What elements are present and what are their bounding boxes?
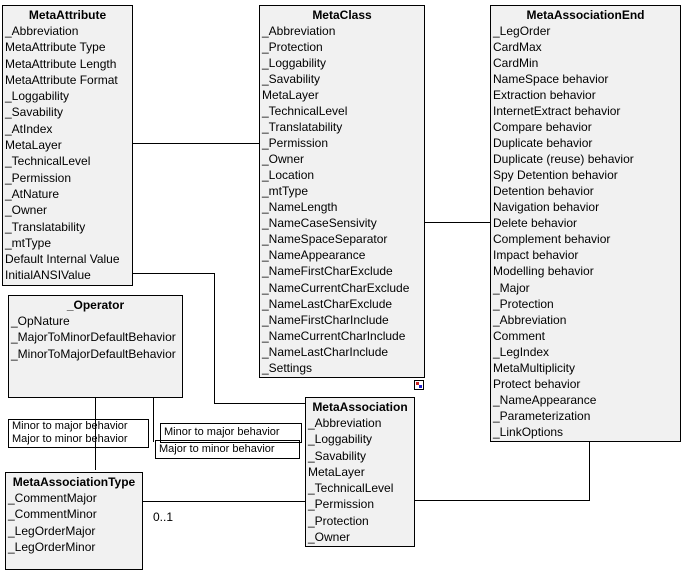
class-attribute: _NameLength <box>262 200 338 215</box>
class-attribute: _Location <box>262 168 315 183</box>
class-attribute: _Protection <box>262 40 323 55</box>
metaassociationend-metaassociation-line-v[interactable] <box>589 442 590 501</box>
class-title: MetaClass <box>312 8 372 22</box>
class-attribute: Spy Detention behavior <box>493 168 618 183</box>
class-attribute: Navigation behavior <box>493 200 600 215</box>
class-attribute: _Abbreviation <box>493 312 567 327</box>
class-attribute: _NameCurrentCharExclude <box>262 280 410 295</box>
class-attribute: Duplicate (reuse) behavior <box>493 152 634 167</box>
class-box-meta-association-type[interactable] <box>5 472 143 570</box>
class-box-meta-attribute[interactable] <box>2 5 133 286</box>
class-attribute: _Abbreviation <box>5 24 79 38</box>
metaclass-metaassociationend-line[interactable] <box>425 222 490 223</box>
class-attribute: MetaLayer <box>5 138 62 153</box>
class-attribute: _Owner <box>5 203 48 218</box>
class-attribute: MetaLayer <box>262 88 319 103</box>
metaassociationtype-metaassociation-line[interactable] <box>143 501 305 502</box>
class-attribute: Compare behavior <box>493 120 592 135</box>
class-attribute: _TechnicalLevel <box>262 104 348 119</box>
class-title: _Operator <box>66 298 125 312</box>
class-attribute: Modelling behavior <box>493 264 594 279</box>
class-attribute: _OpNature <box>11 314 70 328</box>
class-attribute: MetaAttribute Length <box>5 56 117 71</box>
class-attribute: _NameFirstCharExclude <box>262 264 393 279</box>
class-attribute: _Major <box>493 280 530 295</box>
class-attribute: _MinorToMajorDefaultBehavior <box>11 346 176 361</box>
class-attribute: _Abbreviation <box>262 24 336 38</box>
class-attribute: _NameAppearance <box>493 392 597 407</box>
class-attribute: Duplicate behavior <box>493 136 593 151</box>
role-label-text: Major to minor behavior <box>12 433 128 445</box>
metaattribute-metaassociation-line-h1[interactable] <box>133 273 215 274</box>
class-attribute: _Loggability <box>5 89 70 104</box>
class-attribute: _TechnicalLevel <box>5 154 91 169</box>
class-attribute: CardMin <box>493 56 539 71</box>
class-attribute: MetaAttribute Type <box>5 40 106 55</box>
role-label-box-right-bottom[interactable] <box>155 440 300 459</box>
class-attribute: _NameSpaceSeparator <box>262 232 388 247</box>
class-attribute: _Loggability <box>262 56 327 71</box>
class-attribute: NameSpace behavior <box>493 72 609 87</box>
role-label-text: Major to minor behavior <box>159 443 275 455</box>
class-attribute: _mtType <box>262 184 309 199</box>
class-attribute: _Translatability <box>262 120 343 135</box>
class-attribute: _Owner <box>262 152 305 167</box>
role-label-text: Minor to major behavior <box>12 420 128 432</box>
class-attribute: _LegIndex <box>493 344 550 359</box>
class-attribute: _NameCurrentCharInclude <box>262 328 406 343</box>
class-attribute: _CommentMajor <box>8 491 97 505</box>
class-title: MetaAssociationEnd <box>526 8 645 22</box>
class-attribute: _NameCaseSensivity <box>262 216 377 231</box>
class-attribute: _Savability <box>5 105 64 120</box>
class-attribute: _TechnicalLevel <box>308 481 394 495</box>
class-attribute: _MajorToMinorDefaultBehavior <box>11 330 176 345</box>
class-attribute: InitialANSIValue <box>5 268 91 283</box>
class-attribute: _mtType <box>5 235 52 250</box>
class-attribute: _Permission <box>262 136 329 151</box>
class-attribute: _NameFirstCharInclude <box>262 312 389 327</box>
class-attribute: _Abbreviation <box>308 416 382 430</box>
class-attribute: _Savability <box>308 448 367 463</box>
class-attribute: Extraction behavior <box>493 88 596 103</box>
operator-rolebox-line[interactable] <box>153 398 154 442</box>
class-attribute: _CommentMinor <box>8 507 97 522</box>
class-title: MetaAssociationType <box>12 475 136 489</box>
class-box-operator[interactable] <box>8 295 183 398</box>
class-attribute: _LegOrderMajor <box>8 523 96 538</box>
metaattribute-metaclass-line[interactable] <box>133 143 259 144</box>
class-attribute: _Settings <box>262 360 313 375</box>
class-title: MetaAssociation <box>312 400 408 414</box>
class-attribute: _Permission <box>308 497 375 512</box>
class-attribute: MetaAttribute Format <box>5 72 118 87</box>
metaattribute-metaassociation-line-v[interactable] <box>214 273 215 404</box>
role-label-box-left-pair[interactable] <box>8 419 149 448</box>
class-attribute: MetaLayer <box>308 464 365 479</box>
class-box-meta-association-end[interactable] <box>490 5 681 442</box>
class-attribute: _AtIndex <box>5 121 53 136</box>
class-attribute: _NameAppearance <box>262 248 366 263</box>
class-attribute: _Protection <box>493 296 554 311</box>
class-box-meta-association[interactable] <box>305 397 415 547</box>
class-attribute: CardMax <box>493 40 542 55</box>
picture-marker-icon[interactable] <box>414 380 424 390</box>
class-attribute: Protect behavior <box>493 376 581 391</box>
class-attribute: _LegOrder <box>493 24 551 38</box>
class-attribute: Impact behavior <box>493 248 579 263</box>
class-box-meta-class[interactable] <box>259 5 425 378</box>
class-attribute: _Loggability <box>308 432 373 447</box>
class-attribute: Default Internal Value <box>5 252 120 267</box>
class-attribute: _LegOrderMinor <box>8 539 96 554</box>
class-attribute: Comment <box>493 328 546 343</box>
class-attribute: _LinkOptions <box>493 424 564 439</box>
metaassociationend-metaassociation-line-h[interactable] <box>415 500 590 501</box>
class-title: MetaAttribute <box>28 8 107 22</box>
class-attribute: _Owner <box>308 529 351 544</box>
role-label-text: Minor to major behavior <box>164 426 280 438</box>
class-attribute: Complement behavior <box>493 232 611 247</box>
class-attribute: _Permission <box>5 170 72 185</box>
class-attribute: _NameLastCharInclude <box>262 344 389 359</box>
marker-blue-dot <box>419 385 422 388</box>
multiplicity-label: 0..1 <box>153 510 174 524</box>
class-attribute: _Savability <box>262 72 321 87</box>
metaattribute-metaassociation-line-h2[interactable] <box>214 403 305 404</box>
class-attribute: Detention behavior <box>493 184 594 199</box>
class-attribute: Delete behavior <box>493 216 578 231</box>
class-attribute: _AtNature <box>5 186 60 201</box>
class-attribute: _Protection <box>308 513 369 528</box>
class-attribute: _NameLastCharExclude <box>262 296 393 311</box>
class-attribute: _Parameterization <box>493 408 591 423</box>
class-attribute: InternetExtract behavior <box>493 104 621 119</box>
class-attribute: MetaMultiplicity <box>493 360 576 375</box>
class-attribute: _Translatability <box>5 219 86 234</box>
